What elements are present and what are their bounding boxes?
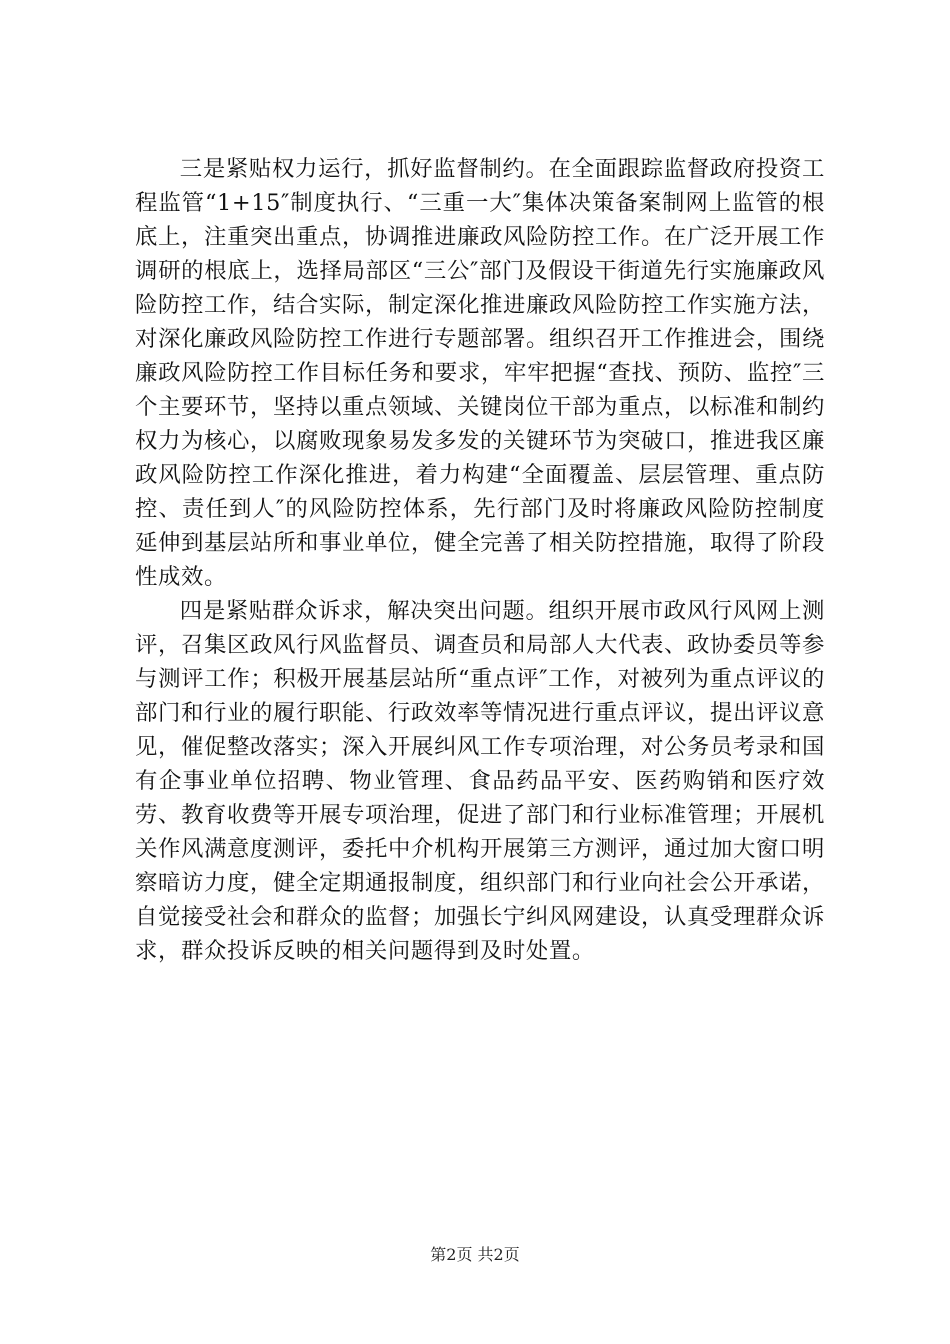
paragraph-power-supervision: 三是紧贴权力运行，抓好监督制约。在全面跟踪监督政府投资工程监管“1+15″制度执行、“三重一大″集体决策备案制网上监管的根底上，注重突出重点，协调推进廉政风险防控工作。在广泛开展工作调研的根底上，选择局部区“三公″部门及假设干街道先行实施廉政风险防控工作，结合实际，制定深化推进廉政风险防控工作实施方法，对深化廉政风险防控工作进行专题部署。组织召开工作推进会，围绕廉政风险防控工作目标任务和要求，牢牢把握“查找、预防、监控″三个主要环节，坚持以重点领域、关键岗位干部为重点，以标准和制约权力为核心，以腐败现象易发多发的关键环节为突破口，推进我区廉政风险防控工作深化推进，着力构建“全面覆盖、层层管理、重点防控、责任到人″的风险防控体系，先行部门及时将廉政风险防控制度延伸到基层站所和事业单位，健全完善了相关防控措施，取得了阶段性成效。 [135, 156, 825, 590]
paragraph-public-demands: 四是紧贴群众诉求，解决突出问题。组织开展市政风行风网上测评，召集区政风行风监督员、调查员和局部人大代表、政协委员等参与测评工作；积极开展基层站所“重点评″工作，对被列为重点评议的部门和行业的履行职能、行政效率等情况进行重点评议，提出评议意见，催促整改落实；深入开展纠风工作专项治理，对公务员考录和国有企事业单位招聘、物业管理、食品药品平安、医药购销和医疗效劳、教育收费等开展专项治理，促进了部门和行业标准管理；开展机关作风满意度测评，委托中介机构开展第三方测评，通过加大窗口明察暗访力度，健全定期通报制度，组织部门和行业向社会公开承诺，自觉接受社会和群众的监督；加强长宁纠风网建设，认真受理群众诉求，群众投诉反映的相关问题得到及时处置。 [135, 598, 825, 964]
document-body [135, 152, 825, 968]
page-number-footer: 第2页 共2页 [430, 1245, 520, 1264]
